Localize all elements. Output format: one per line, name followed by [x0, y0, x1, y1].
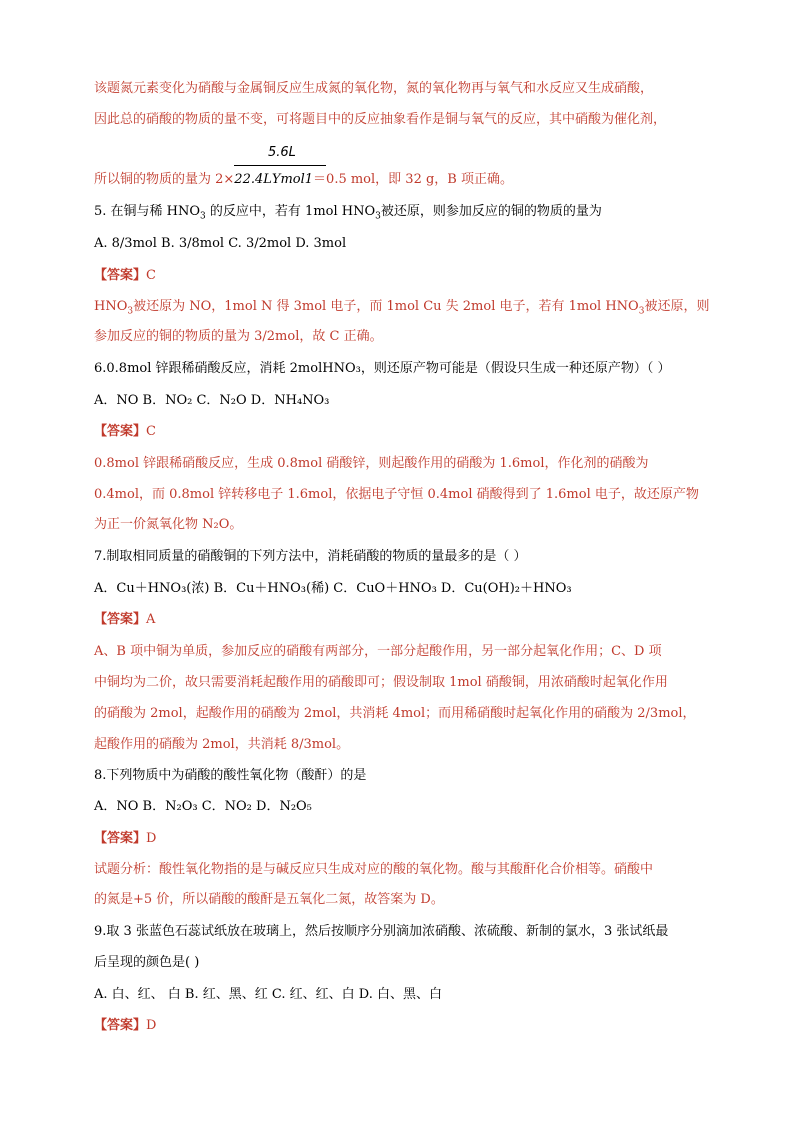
answer-value: D	[146, 1018, 157, 1033]
text-segment: 的反应中，若有 1mol HNO	[205, 204, 376, 219]
explanation-line: 为正一价氮氧化物 N₂O。	[94, 517, 243, 532]
text-segment: ＝0.5 mol，即 32 g，B 项正确。	[313, 172, 513, 187]
answer-line	[94, 267, 156, 285]
text-segment: 被还原为 NO，1mol N 得 3mol 电子，而 1mol Cu 失 2mol 电子，若有 1mol HNO	[133, 299, 639, 314]
explanation-line: 0.4mol，而 0.8mol 锌转移电子 1.6mol，依据电子守恒 0.4mol 硝酸得到了 1.6mol 电子，故还原产物	[94, 487, 699, 502]
question-options: A. 8/3mol B. 3/8mol C. 3/2mol D. 3mol	[94, 236, 347, 251]
answer-label: 【答案】	[94, 424, 147, 439]
answer-value: C	[146, 424, 156, 439]
answer-value: D	[146, 831, 157, 846]
explanation-line: 0.8mol 锌跟稀硝酸反应，生成 0.8mol 硝酸锌，则起酸作用的硝酸为 1.6mol，作化剂的硝酸为	[94, 456, 649, 471]
answer-label: 【答案】	[94, 612, 147, 627]
question-stem: 7.制取相同质量的硝酸铜的下列方法中，消耗硝酸的物质的量最多的是（ ）	[94, 549, 527, 564]
question-stem: 5. 在铜与稀 $HNO_3$ 的反应中，若有 1mol $HNO_3$被还原，则参加反应的铜的物质的量为	[94, 204, 602, 222]
question-options: A．NO B．NO₂ C．N₂O D．NH₄NO₃	[94, 393, 330, 408]
explanation-line: 因此总的硝酸的物质的量不变，可将题目中的反应抽象看作是铜与氧气的反应，其中硝酸为催化剂，	[94, 112, 667, 127]
answer-label: 【答案】	[94, 268, 147, 283]
answer-label: 【答案】	[94, 1018, 147, 1033]
answer-line	[94, 611, 155, 629]
text-segment: HNO	[94, 299, 128, 314]
explanation-line: 参加反应的铜的物质的量为 3/2mol，故 C 正确。	[94, 329, 383, 344]
explanation-line	[94, 171, 513, 189]
explanation-line: $HNO_3$被还原为 NO，1mol N 得 3mol 电子，而 1mol Cu 失 2mol 电子，若有 1mol $HNO_3$被还原，则	[94, 299, 710, 317]
text-segment: 被还原，则	[644, 299, 710, 314]
answer-value: C	[146, 268, 156, 283]
question-stem: 8.下列物质中为硝酸的酸性氧化物（酸酐）的是	[94, 768, 367, 783]
answer-line	[94, 423, 156, 441]
fraction-bar	[234, 165, 326, 166]
question-stem: 后呈现的颜色是( )	[94, 955, 200, 970]
fraction-denominator: 22.4LΥmol1	[234, 172, 314, 187]
fraction-numerator: 5.6L	[268, 145, 296, 160]
question-stem: 9.取 3 张蓝色石蕊试纸放在玻璃上，然后按顺序分别滴加浓硝酸、浓硫酸、新制的氯水，3 张试纸最	[94, 924, 669, 939]
text-segment: 5. 在铜与稀 HNO	[94, 204, 201, 219]
answer-line	[94, 830, 156, 848]
question-stem: 6.0.8mol 锌跟稀硝酸反应，消耗 2molHNO₃，则还原产物可能是（假设只生成一种还原产物）（ ）	[94, 361, 671, 376]
explanation-line: 该题氮元素变化为硝酸与金属铜反应生成氮的氧化物，氮的氧化物再与氧气和水反应又生成硝酸，	[94, 81, 654, 96]
explanation-line: 的氮是+5 价，所以硝酸的酸酐是五氧化二氮，故答案为 D。	[94, 892, 444, 907]
explanation-line: 中铜均为二价，故只需要消耗起酸作用的硝酸即可；假设制取 1mol 硝酸铜，用浓硝酸时起氧化作用	[94, 675, 668, 690]
explanation-line: 的硝酸为 2mol，起酸作用的硝酸为 2mol，共消耗 4mol；而用稀硝酸时起氧化作用的硝酸为 2/3mol，	[94, 706, 696, 721]
question-options: A．NO B．N₂O₃ C．NO₂ D．N₂O₅	[94, 799, 312, 814]
question-options: A. 白、红、 白 B. 红、黑、红 C. 红、红、白 D. 白、黑、白	[94, 987, 442, 1002]
text-segment: 所以铜的物质的量为 2×	[94, 172, 235, 187]
explanation-line: 起酸作用的硝酸为 2mol，共消耗 8/3mol。	[94, 737, 350, 752]
answer-label: 【答案】	[94, 831, 147, 846]
explanation-line: A、B 项中铜为单质，参加反应的硝酸有两部分，一部分起酸作用，另一部分起氧化作用；C、D 项	[94, 644, 662, 659]
answer-value: A	[146, 612, 156, 627]
text-segment: 被还原，则参加反应的铜的物质的量为	[380, 204, 602, 219]
question-options: A．Cu＋HNO₃(浓) B．Cu＋HNO₃(稀) C．CuO＋HNO₃ D．Cu(OH)₂＋HNO₃	[94, 581, 572, 596]
explanation-line: 试题分析：酸性氧化物指的是与碱反应只生成对应的酸的氧化物。酸与其酸酐化合价相等。硝酸中	[94, 862, 654, 877]
answer-line	[94, 1017, 156, 1035]
